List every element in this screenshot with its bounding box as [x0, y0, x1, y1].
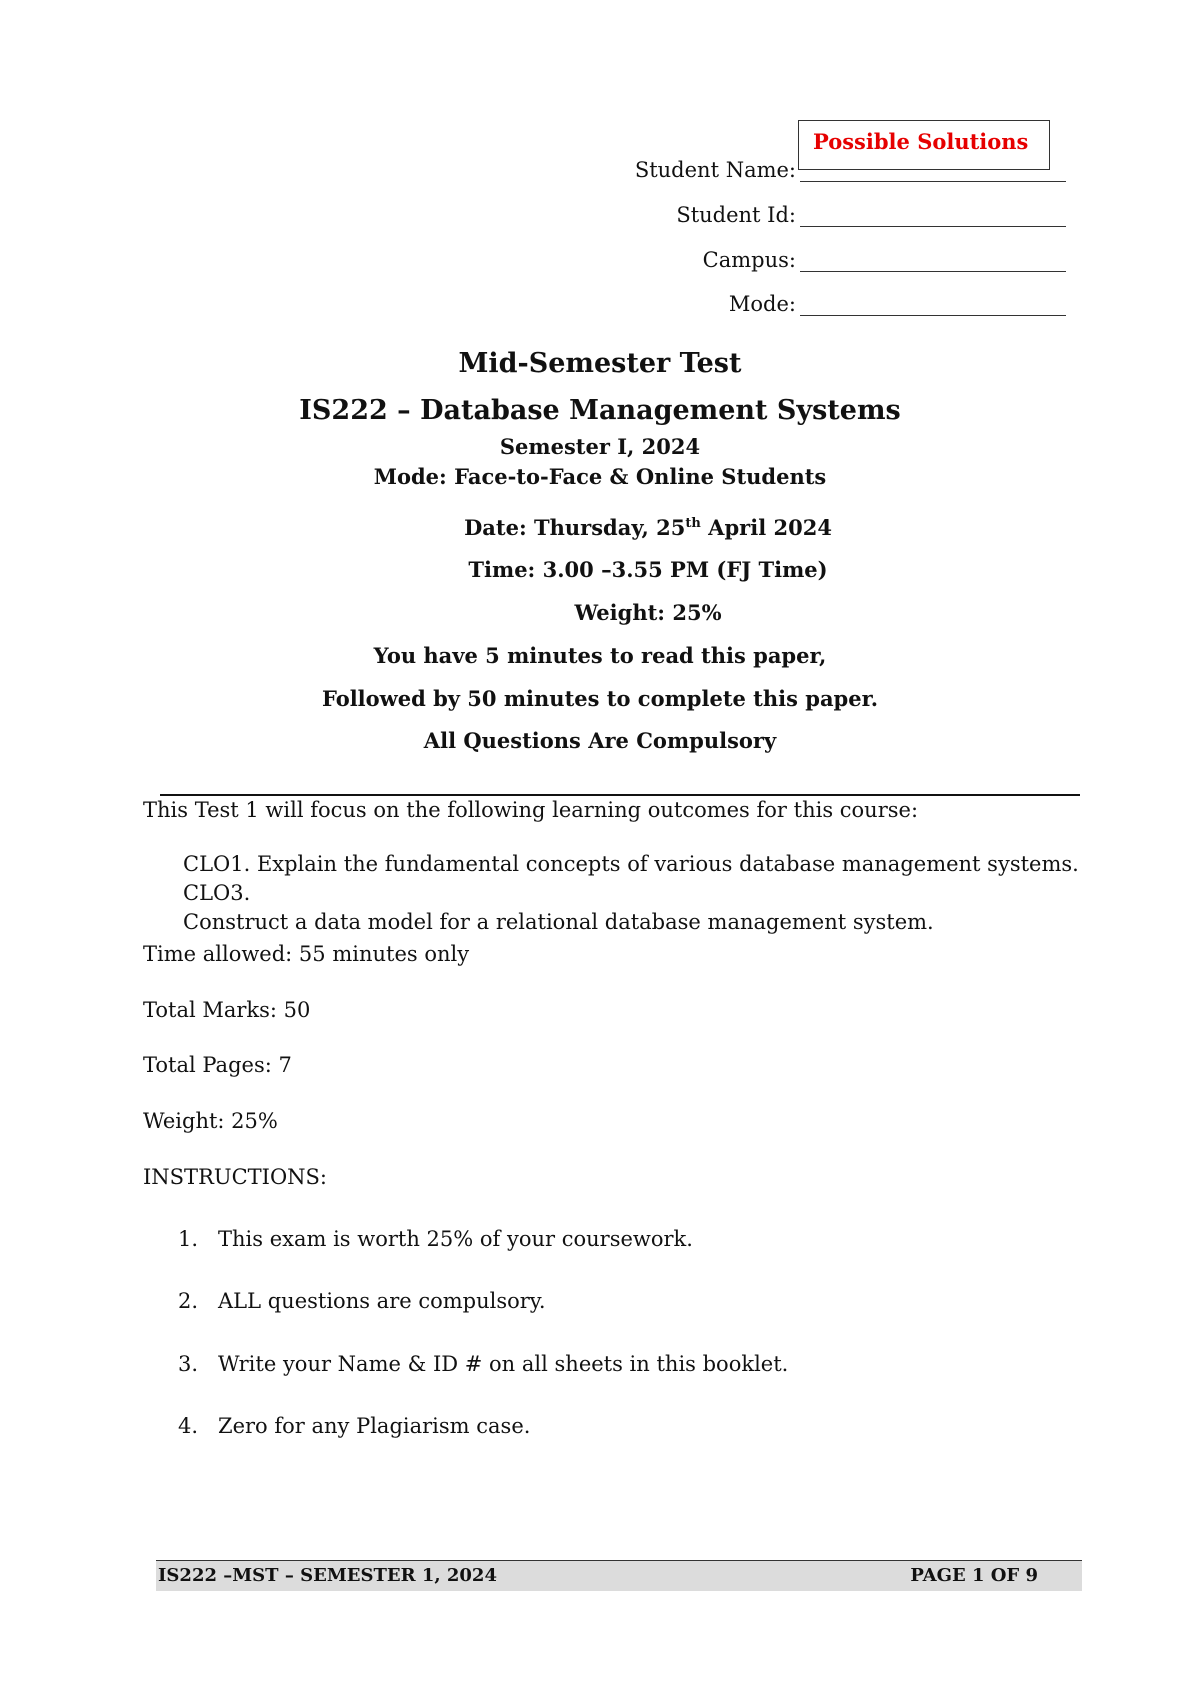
campus-line[interactable] [800, 249, 1066, 272]
outcomes-line-2: Construct a data model for a relational database management system. [183, 910, 934, 934]
mode-line-heading: Mode: Face-to-Face & Online Students [373, 464, 827, 489]
date-line [48, 515, 1200, 540]
list-item-number: 3. [178, 1352, 199, 1376]
outcomes-line-1: CLO1. Explain the fundamental concepts of various database management systems. CLO3. [183, 852, 1079, 905]
list-item-text: This exam is worth 25% of your coursework. [218, 1227, 693, 1251]
read-time-line: You have 5 minutes to read this paper, [373, 643, 827, 668]
list-item [178, 1414, 530, 1438]
test-title: Mid-Semester Test [458, 348, 742, 379]
student-name-line[interactable] [800, 159, 1066, 182]
date-suffix: April 2024 [700, 515, 832, 540]
student-id-label: Student Id: [676, 203, 796, 227]
campus-field[interactable] [703, 242, 1066, 272]
list-item-text: ALL questions are compulsory. [218, 1289, 546, 1313]
list-item [178, 1352, 788, 1376]
course-title: IS222 – Database Management Systems [299, 395, 901, 426]
list-item-text: Zero for any Plagiarism case. [218, 1414, 531, 1438]
footer-page-number: PAGE 1 OF 9 [910, 1565, 1038, 1586]
student-id-line[interactable] [800, 204, 1066, 227]
footer-course-info: IS222 –MST – SEMESTER 1, 2024 [158, 1565, 497, 1586]
list-item-number: 2. [178, 1289, 199, 1313]
list-item-number: 1. [178, 1227, 199, 1251]
instructions-heading: INSTRUCTIONS: [143, 1165, 327, 1189]
total-pages: Total Pages: 7 [143, 1053, 292, 1077]
page-footer [156, 1560, 1082, 1591]
time-allowed: Time allowed: 55 minutes only [143, 942, 470, 966]
time-line: Time: 3.00 –3.55 PM (FJ Time) [468, 557, 828, 582]
weight-detail: Weight: 25% [143, 1109, 278, 1133]
weight-line: Weight: 25% [574, 600, 722, 625]
section-divider [160, 794, 1080, 796]
possible-solutions-label: Possible Solutions [813, 129, 1029, 154]
mode-line[interactable] [800, 293, 1066, 316]
total-marks: Total Marks: 50 [143, 998, 311, 1022]
compulsory-line: All Questions Are Compulsory [423, 728, 777, 753]
student-id-field[interactable] [676, 197, 1066, 227]
list-item [178, 1289, 546, 1313]
campus-label: Campus: [702, 248, 796, 272]
semester-line: Semester I, 2024 [499, 434, 701, 459]
complete-time-line: Followed by 50 minutes to complete this paper. [321, 686, 879, 711]
date-prefix: Date: Thursday, 25 [464, 515, 686, 540]
list-item [178, 1227, 693, 1251]
student-name-label: Student Name: [634, 158, 796, 182]
list-item-text: Write your Name & ID # on all sheets in this booklet. [218, 1352, 789, 1376]
intro-text: This Test 1 will focus on the following learning outcomes for this course: [143, 798, 919, 822]
list-item-number: 4. [178, 1414, 199, 1438]
student-name-field[interactable] [635, 152, 1066, 182]
mode-field[interactable] [729, 286, 1066, 316]
date-sup: th [685, 516, 701, 531]
mode-label: Mode: [728, 292, 796, 316]
learning-outcomes [183, 850, 1083, 937]
